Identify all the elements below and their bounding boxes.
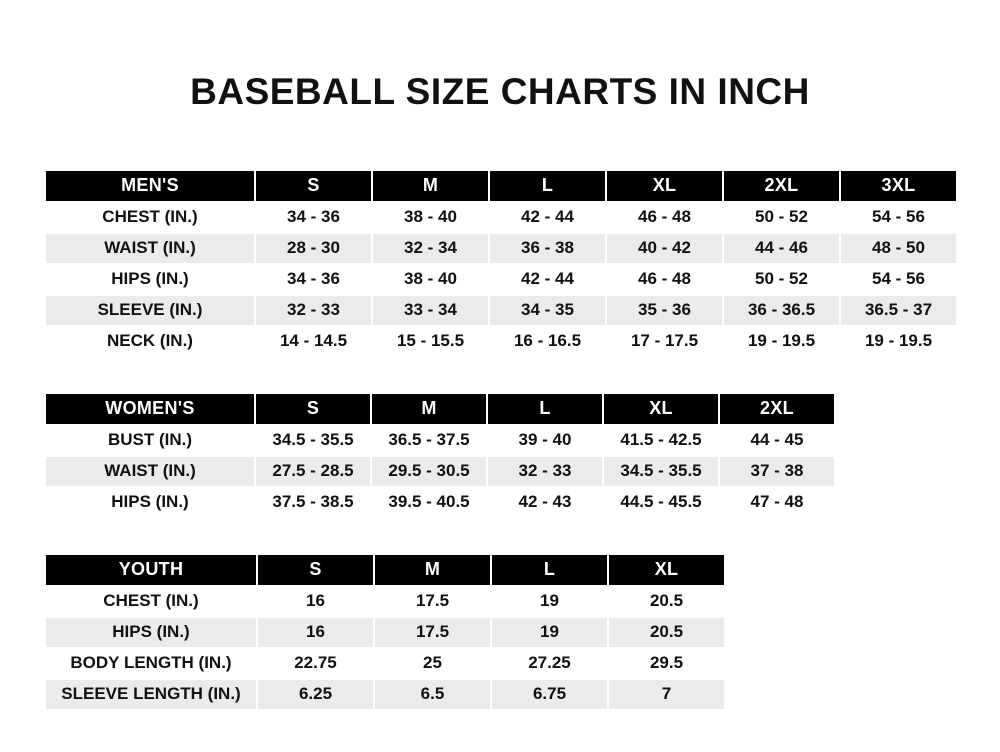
- youth-size-table: [44, 553, 726, 711]
- table-cell: 16: [257, 586, 374, 617]
- womens-header-category: WOMEN'S: [45, 393, 255, 425]
- youth-header-m: M: [374, 554, 491, 586]
- womens-header-xl: XL: [603, 393, 719, 425]
- table-cell: 47 - 48: [719, 487, 835, 518]
- table-cell: 46 - 48: [606, 264, 723, 295]
- table-cell: 17.5: [374, 586, 491, 617]
- table-cell: 29.5: [608, 648, 725, 679]
- table-cell: 38 - 40: [372, 202, 489, 233]
- table-cell: 6.5: [374, 679, 491, 710]
- table-cell: 34 - 35: [489, 295, 606, 326]
- table-cell: 25: [374, 648, 491, 679]
- table-row: [45, 586, 725, 617]
- table-cell: 34.5 - 35.5: [255, 425, 371, 456]
- row-label: WAIST (IN.): [45, 456, 255, 487]
- table-cell: 36 - 36.5: [723, 295, 840, 326]
- womens-header-2xl: 2XL: [719, 393, 835, 425]
- table-cell: 29.5 - 30.5: [371, 456, 487, 487]
- table-cell: 17 - 17.5: [606, 326, 723, 357]
- row-label: CHEST (IN.): [45, 586, 257, 617]
- table-row: [45, 456, 835, 487]
- table-row: [45, 679, 725, 710]
- table-row: [45, 617, 725, 648]
- row-label: WAIST (IN.): [45, 233, 255, 264]
- table-cell: 6.25: [257, 679, 374, 710]
- table-cell: 14 - 14.5: [255, 326, 372, 357]
- mens-header-s: S: [255, 170, 372, 202]
- table-cell: 20.5: [608, 617, 725, 648]
- table-cell: 42 - 43: [487, 487, 603, 518]
- table-cell: 42 - 44: [489, 264, 606, 295]
- table-cell: 36.5 - 37.5: [371, 425, 487, 456]
- table-cell: 19 - 19.5: [723, 326, 840, 357]
- table-cell: 39 - 40: [487, 425, 603, 456]
- womens-header-m: M: [371, 393, 487, 425]
- table-cell: 42 - 44: [489, 202, 606, 233]
- table-cell: 16: [257, 617, 374, 648]
- mens-header-2xl: 2XL: [723, 170, 840, 202]
- table-cell: 50 - 52: [723, 202, 840, 233]
- womens-size-table: [44, 392, 836, 519]
- table-cell: 19: [491, 586, 608, 617]
- youth-header-s: S: [257, 554, 374, 586]
- table-row: [45, 202, 957, 233]
- table-row: [45, 326, 957, 357]
- mens-header-m: M: [372, 170, 489, 202]
- table-cell: 36 - 38: [489, 233, 606, 264]
- table-row: [45, 648, 725, 679]
- table-cell: 15 - 15.5: [372, 326, 489, 357]
- table-cell: 44 - 45: [719, 425, 835, 456]
- table-cell: 32 - 33: [255, 295, 372, 326]
- table-cell: 32 - 34: [372, 233, 489, 264]
- mens-header-xl: XL: [606, 170, 723, 202]
- table-cell: 36.5 - 37: [840, 295, 957, 326]
- table-row: [45, 233, 957, 264]
- womens-header-s: S: [255, 393, 371, 425]
- row-label: CHEST (IN.): [45, 202, 255, 233]
- row-label: HIPS (IN.): [45, 617, 257, 648]
- table-cell: 38 - 40: [372, 264, 489, 295]
- table-cell: 28 - 30: [255, 233, 372, 264]
- table-cell: 27.5 - 28.5: [255, 456, 371, 487]
- row-label: BODY LENGTH (IN.): [45, 648, 257, 679]
- table-cell: 46 - 48: [606, 202, 723, 233]
- table-cell: 7: [608, 679, 725, 710]
- table-row: [45, 425, 835, 456]
- size-tables-container: [0, 169, 1000, 711]
- table-cell: 40 - 42: [606, 233, 723, 264]
- table-cell: 48 - 50: [840, 233, 957, 264]
- table-cell: 34 - 36: [255, 264, 372, 295]
- table-cell: 22.75: [257, 648, 374, 679]
- table-cell: 6.75: [491, 679, 608, 710]
- table-cell: 37 - 38: [719, 456, 835, 487]
- row-label: NECK (IN.): [45, 326, 255, 357]
- table-cell: 44 - 46: [723, 233, 840, 264]
- row-label: SLEEVE LENGTH (IN.): [45, 679, 257, 710]
- mens-header-l: L: [489, 170, 606, 202]
- row-label: HIPS (IN.): [45, 487, 255, 518]
- table-cell: 16 - 16.5: [489, 326, 606, 357]
- table-row: [45, 487, 835, 518]
- table-header-row: [45, 170, 957, 202]
- page-title: BASEBALL SIZE CHARTS IN INCH: [190, 71, 810, 112]
- row-label: SLEEVE (IN.): [45, 295, 255, 326]
- table-cell: 44.5 - 45.5: [603, 487, 719, 518]
- table-cell: 37.5 - 38.5: [255, 487, 371, 518]
- row-label: HIPS (IN.): [45, 264, 255, 295]
- table-cell: 54 - 56: [840, 202, 957, 233]
- table-cell: 27.25: [491, 648, 608, 679]
- mens-size-table: [44, 169, 958, 358]
- mens-header-category: MEN'S: [45, 170, 255, 202]
- table-cell: 17.5: [374, 617, 491, 648]
- table-cell: 32 - 33: [487, 456, 603, 487]
- table-cell: 41.5 - 42.5: [603, 425, 719, 456]
- table-cell: 34.5 - 35.5: [603, 456, 719, 487]
- table-cell: 33 - 34: [372, 295, 489, 326]
- row-label: BUST (IN.): [45, 425, 255, 456]
- table-cell: 54 - 56: [840, 264, 957, 295]
- youth-header-category: YOUTH: [45, 554, 257, 586]
- table-header-row: [45, 554, 725, 586]
- youth-header-xl: XL: [608, 554, 725, 586]
- table-cell: 20.5: [608, 586, 725, 617]
- mens-header-3xl: 3XL: [840, 170, 957, 202]
- table-header-row: [45, 393, 835, 425]
- table-cell: 19: [491, 617, 608, 648]
- table-cell: 35 - 36: [606, 295, 723, 326]
- youth-header-l: L: [491, 554, 608, 586]
- table-cell: 39.5 - 40.5: [371, 487, 487, 518]
- womens-header-l: L: [487, 393, 603, 425]
- table-cell: 34 - 36: [255, 202, 372, 233]
- table-row: [45, 295, 957, 326]
- table-row: [45, 264, 957, 295]
- table-cell: 19 - 19.5: [840, 326, 957, 357]
- table-cell: 50 - 52: [723, 264, 840, 295]
